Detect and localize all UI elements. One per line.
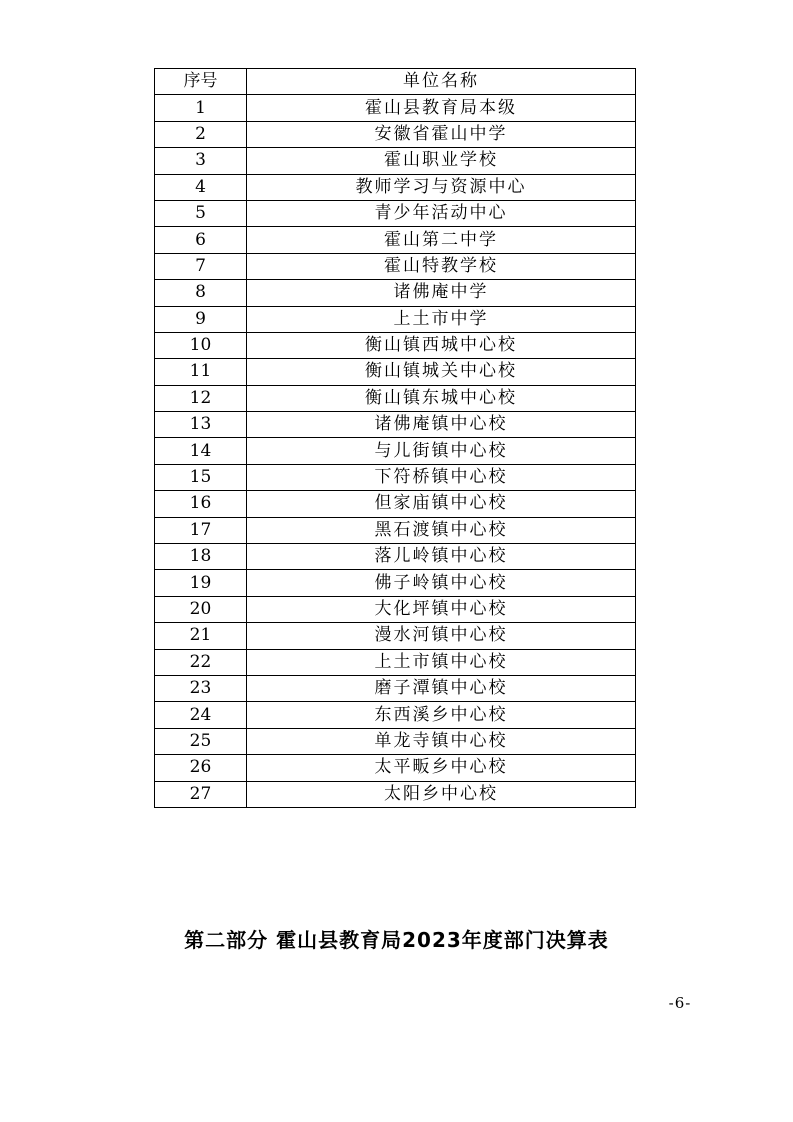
table-row (155, 174, 636, 200)
table-row (155, 148, 636, 174)
row-serial-number: 10 (155, 332, 247, 358)
row-serial-number: 20 (155, 596, 247, 622)
row-serial-number: 1 (155, 95, 247, 121)
table-row (155, 253, 636, 279)
row-serial-number: 18 (155, 544, 247, 570)
table-row (155, 306, 636, 332)
table-row (155, 728, 636, 754)
row-unit-name: 佛子岭镇中心校 (247, 570, 636, 596)
row-serial-number: 27 (155, 781, 247, 807)
row-unit-name: 安徽省霍山中学 (247, 121, 636, 147)
row-unit-name: 落儿岭镇中心校 (247, 544, 636, 570)
section-title: 第二部分 霍山县教育局2023年度部门决算表 (184, 928, 609, 952)
row-unit-name: 大化坪镇中心校 (247, 596, 636, 622)
table-row (155, 623, 636, 649)
row-unit-name: 衡山镇西城中心校 (247, 332, 636, 358)
table-row (155, 517, 636, 543)
table-row (155, 385, 636, 411)
table-row (155, 95, 636, 121)
row-unit-name: 霍山职业学校 (247, 148, 636, 174)
table-header-row (155, 69, 636, 95)
table-row (155, 781, 636, 807)
table-row (155, 227, 636, 253)
row-serial-number: 26 (155, 755, 247, 781)
row-serial-number: 12 (155, 385, 247, 411)
row-serial-number: 9 (155, 306, 247, 332)
table-header (155, 69, 636, 95)
row-unit-name: 上土市镇中心校 (247, 649, 636, 675)
row-unit-name: 太平畈乡中心校 (247, 755, 636, 781)
row-serial-number: 4 (155, 174, 247, 200)
table-row (155, 675, 636, 701)
row-serial-number: 13 (155, 412, 247, 438)
row-unit-name: 下符桥镇中心校 (247, 464, 636, 490)
row-unit-name: 单龙寺镇中心校 (247, 728, 636, 754)
table-row (155, 280, 636, 306)
header-unit-name: 单位名称 (247, 69, 636, 95)
row-serial-number: 15 (155, 464, 247, 490)
row-unit-name: 霍山第二中学 (247, 227, 636, 253)
row-serial-number: 22 (155, 649, 247, 675)
table-row (155, 121, 636, 147)
row-serial-number: 2 (155, 121, 247, 147)
row-unit-name: 东西溪乡中心校 (247, 702, 636, 728)
row-unit-name: 黑石渡镇中心校 (247, 517, 636, 543)
row-unit-name: 与儿街镇中心校 (247, 438, 636, 464)
row-serial-number: 24 (155, 702, 247, 728)
row-serial-number: 19 (155, 570, 247, 596)
row-serial-number: 16 (155, 491, 247, 517)
row-serial-number: 14 (155, 438, 247, 464)
row-serial-number: 11 (155, 359, 247, 385)
row-unit-name: 霍山县教育局本级 (247, 95, 636, 121)
row-unit-name: 诸佛庵镇中心校 (247, 412, 636, 438)
row-unit-name: 上土市中学 (247, 306, 636, 332)
page-number: -6- (668, 994, 692, 1012)
table-body (155, 95, 636, 808)
table-row (155, 570, 636, 596)
table-row (155, 332, 636, 358)
row-unit-name: 衡山镇城关中心校 (247, 359, 636, 385)
row-serial-number: 3 (155, 148, 247, 174)
row-unit-name: 教师学习与资源中心 (247, 174, 636, 200)
header-serial-number: 序号 (155, 69, 247, 95)
row-serial-number: 6 (155, 227, 247, 253)
table-row (155, 491, 636, 517)
row-serial-number: 21 (155, 623, 247, 649)
table-row (155, 438, 636, 464)
unit-list-table (154, 68, 636, 808)
table-row (155, 412, 636, 438)
table-row (155, 649, 636, 675)
row-unit-name: 青少年活动中心 (247, 200, 636, 226)
table-row (155, 359, 636, 385)
row-unit-name: 诸佛庵中学 (247, 280, 636, 306)
row-unit-name: 漫水河镇中心校 (247, 623, 636, 649)
row-serial-number: 8 (155, 280, 247, 306)
row-serial-number: 23 (155, 675, 247, 701)
row-unit-name: 衡山镇东城中心校 (247, 385, 636, 411)
table-row (155, 755, 636, 781)
row-unit-name: 磨子潭镇中心校 (247, 675, 636, 701)
table-row (155, 200, 636, 226)
row-unit-name: 但家庙镇中心校 (247, 491, 636, 517)
row-serial-number: 25 (155, 728, 247, 754)
table-row (155, 464, 636, 490)
row-unit-name: 太阳乡中心校 (247, 781, 636, 807)
table-row (155, 596, 636, 622)
row-unit-name: 霍山特教学校 (247, 253, 636, 279)
row-serial-number: 5 (155, 200, 247, 226)
row-serial-number: 17 (155, 517, 247, 543)
table-row (155, 544, 636, 570)
row-serial-number: 7 (155, 253, 247, 279)
table-row (155, 702, 636, 728)
